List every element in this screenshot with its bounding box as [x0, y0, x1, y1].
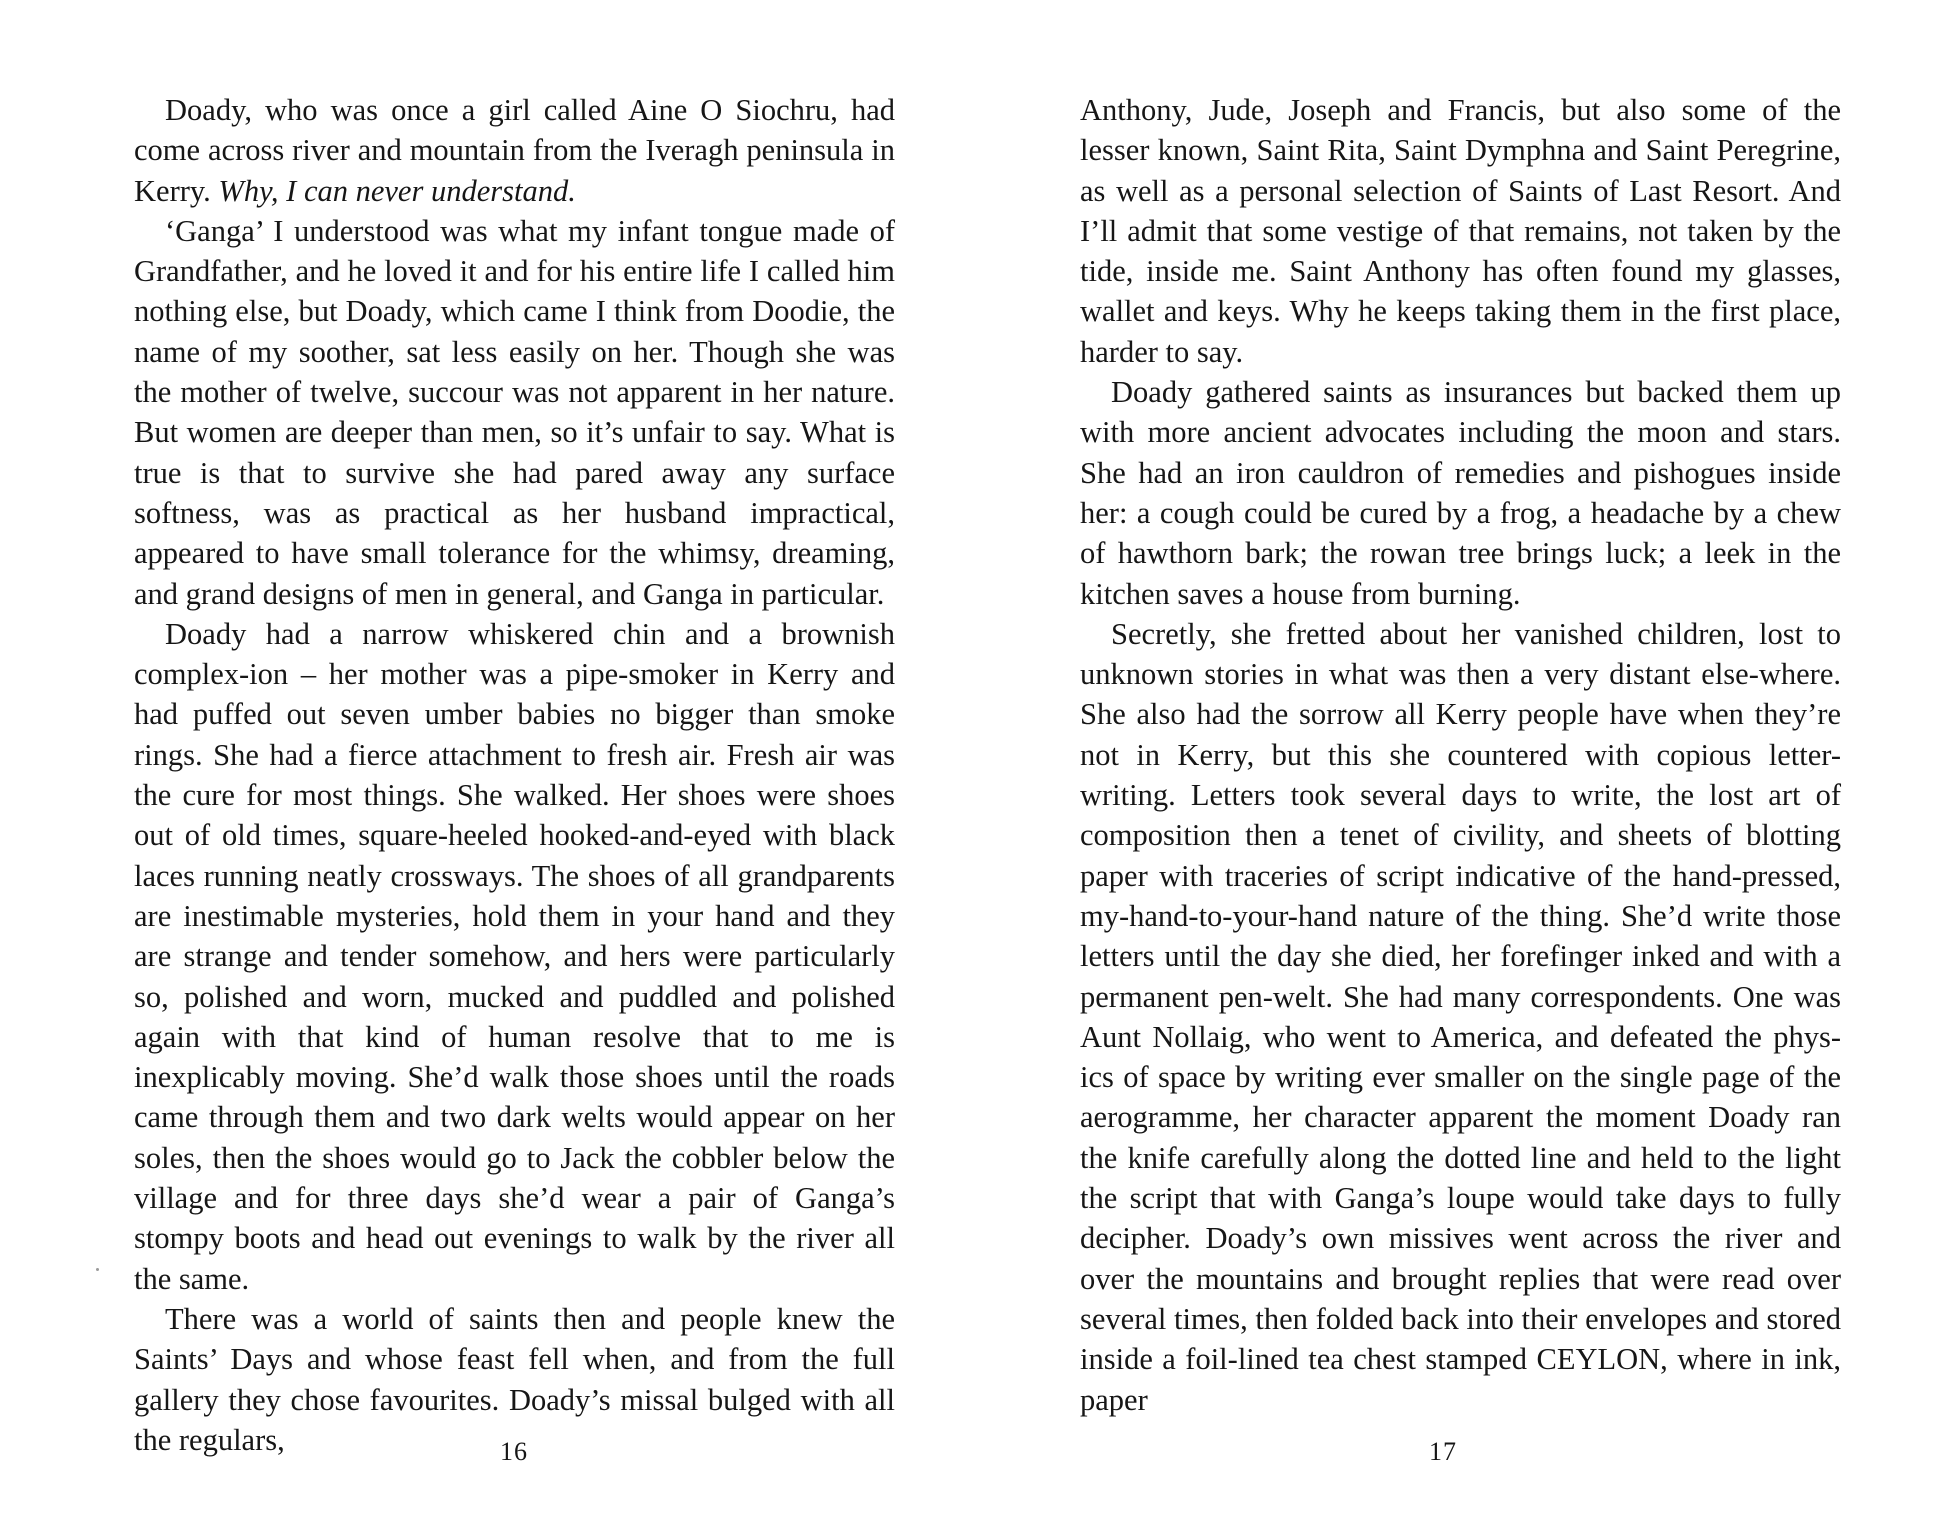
left-paragraph-1	[134, 90, 895, 211]
left-page-text	[134, 90, 895, 1460]
left-paragraph-4: There was a world of saints then and people knew the Saints’ Days and whose feast fell when, and from the full gallery they chose favourites. Doady’s missal bulged with all the regulars,	[134, 1301, 895, 1457]
right-page	[975, 0, 1949, 1540]
left-paragraph-1-roman: Doady, who was once a girl called Aine O Siochru, had come across river and mountain from the Iveragh peninsula in Kerry.	[134, 93, 895, 208]
left-paragraph-1-italic: Why, I can never understand.	[218, 173, 576, 208]
left-paragraph-3: Doady had a narrow whiskered chin and a brownish complex-ion – her mother was a pipe-smoker in Kerry and had puffed out seven umber babies no bigger than smoke rings. She had a fierce attachment to fresh air. Fresh air was the cure for most things. She walked. Her shoes were shoes out of old times, square-heeled hooked-and-eyed with black laces running neatly crossways. The shoes of all grandparents are inestimable mysteries, hold them in your hand and they are strange and tender somehow, and hers were particularly so, polished and worn, mucked and puddled and polished again with that kind of human resolve that to me is inexplicably moving. She’d walk those shoes until the roads came through them and two dark welts would appear on her soles, then the shoes would go to Jack the cobbler below the village and for three days she’d wear a pair of Ganga’s stompy boots and head out evenings to walk by the river all the same.	[134, 616, 895, 1296]
left-paragraph-2: ‘Ganga’ I understood was what my infant tongue made of Grandfather, and he loved it and for his entire life I called him nothing else, but Doady, which came I think from Doodie, the name of my soother, sat less easily on her. Though she was the mother of twelve, succour was not apparent in her nature. But women are deeper than men, so it’s unfair to say. What is true is that to survive she had pared away any surface softness, was as practical as her husband impractical, appeared to have small tolerance for the whimsy, dreaming, and grand designs of men in general, and Ganga in particular.	[134, 213, 895, 611]
right-paragraph-2: Doady gathered saints as insurances but backed them up with more ancient advocates including the moon and stars. She had an iron cauldron of remedies and pishogues inside her: a cough could be cured by a frog, a headache by a chew of hawthorn bark; the rowan tree brings luck; a leek in the kitchen saves a house from burning.	[1080, 375, 1841, 611]
left-page-number: 16	[500, 1437, 528, 1466]
scan-speck	[96, 1268, 99, 1271]
right-page-text	[1080, 90, 1841, 1420]
right-page-number: 17	[1429, 1437, 1457, 1466]
right-paragraph-1: Anthony, Jude, Joseph and Francis, but also some of the lesser known, Saint Rita, Saint Dymphna and Saint Peregrine, as well as a personal selection of Saints of Last Resort. And I’ll admit that some vestige of that remains, not taken by the tide, inside me. Saint Anthony has often found my glasses, wallet and keys. Why he keeps taking them in the first place, harder to say.	[1080, 93, 1841, 369]
right-paragraph-3: Secretly, she fretted about her vanished children, lost to unknown stories in what was then a very distant else-where. She also had the sorrow all Kerry people have when they’re not in Kerry, but this she countered with copious letter-writing. Letters took several days to write, the lost art of composition then a tenet of civility, and sheets of blotting paper with traceries of script indicative of the hand-pressed, my-hand-to-your-hand nature of the thing. She’d write those letters until the day she died, her forefinger inked and with a permanent pen-welt. She had many correspondents. One was Aunt Nollaig, who went to America, and defeated the phys-ics of space by writing ever smaller on the single page of the aerogramme, her character apparent the moment Doady ran the knife carefully along the dotted line and held to the light the script that with Ganga’s loupe would take days to fully decipher. Doady’s own missives went across the river and over the mountains and brought replies that were read over several times, then folded back into their envelopes and stored inside a foil-lined tea chest stamped CEYLON, where in ink, paper	[1080, 616, 1841, 1417]
